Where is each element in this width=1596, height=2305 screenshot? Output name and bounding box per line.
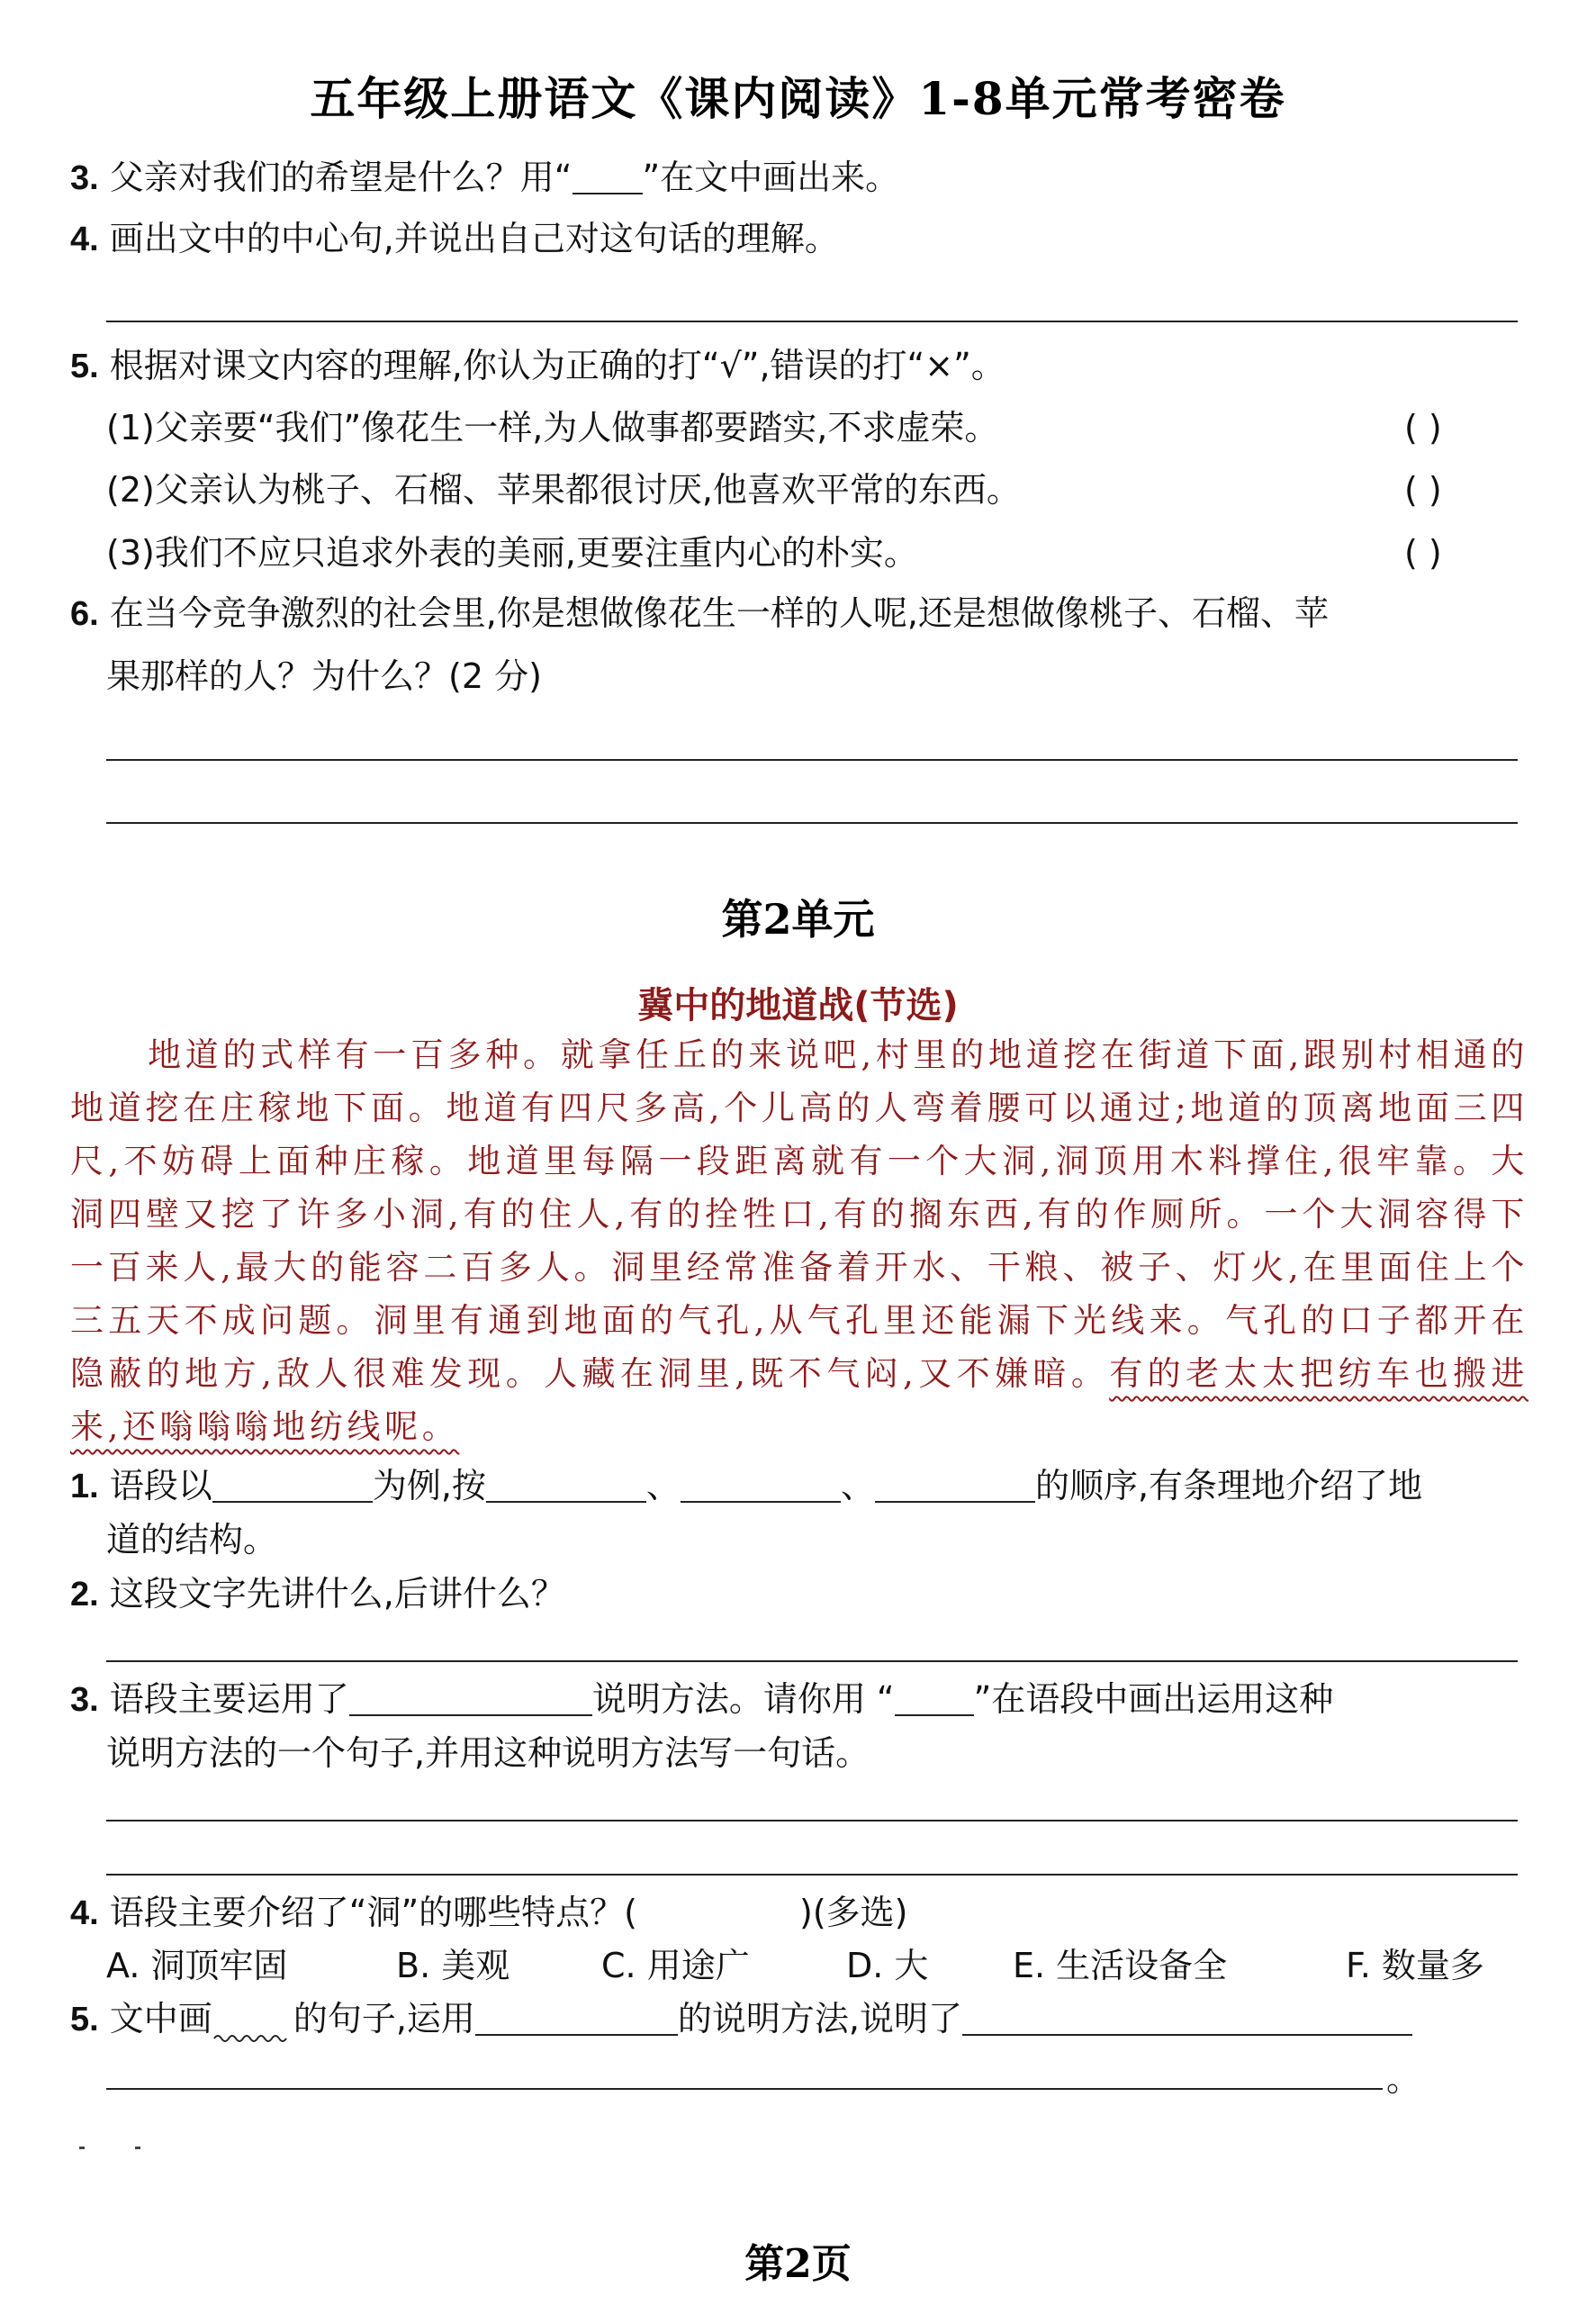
unit-heading: 第2单元 <box>721 895 875 944</box>
question-number: 3. <box>70 1681 99 1719</box>
question-5 <box>70 343 1005 389</box>
fill-blank[interactable] <box>681 1469 841 1503</box>
question-text: 说明方法。请你用 “ <box>591 1679 895 1719</box>
fill-blank[interactable] <box>486 1469 646 1503</box>
question-4 <box>70 216 839 262</box>
answer-line[interactable] <box>106 2088 1383 2090</box>
page-number: 第2页 <box>744 2241 852 2287</box>
page-title: 五年级上册语文《课内阅读》1-8单元常考密卷 <box>310 72 1286 125</box>
separator: 、 <box>645 1466 681 1505</box>
underline-sample <box>895 1682 974 1716</box>
option-b[interactable]: B. 美观 <box>396 1946 510 1985</box>
question-text: 父亲对我们的希望是什么？用“ <box>109 158 573 197</box>
question-6-line-2: 果那样的人？为什么？(2 分) <box>106 656 542 696</box>
question-text: 画出文中的中心句,并说出自己对这句话的理解。 <box>109 219 839 258</box>
reading-passage <box>70 1028 1528 1453</box>
option-e[interactable]: E. 生活设备全 <box>1013 1946 1228 1985</box>
question-number: 1. <box>70 1468 99 1505</box>
judgement-item-3: (3)我们不应只追求外表的美丽,更要注重内心的朴实。 <box>106 533 918 573</box>
question-text: 这段文字先讲什么,后讲什么？ <box>109 1574 565 1614</box>
unit2-question-4 <box>70 1890 907 1936</box>
question-number: 6. <box>70 595 99 633</box>
question-text: 为例,按 <box>372 1466 486 1505</box>
question-text: 语段以 <box>109 1466 212 1505</box>
question-text: 在当今竞争激烈的社会里,你是想做像花生一样的人呢,还是想做像桃子、石榴、苹 <box>109 593 1329 633</box>
end-period: 。 <box>1386 2059 1421 2099</box>
unit2-question-5 <box>70 1996 1412 2042</box>
passage-wavy-sentence: 有的老太太把纺车也搬进来,还嗡嗡嗡地纺线呢。 <box>70 1354 1528 1446</box>
fill-blank[interactable] <box>349 1682 592 1716</box>
question-text: ”在语段中画出运用这种 <box>973 1679 1334 1719</box>
unit2-question-1-line-2: 道的结构。 <box>106 1520 278 1559</box>
question-text: 文中画 <box>109 1999 212 2038</box>
question-number: 4. <box>70 1894 99 1932</box>
fill-blank[interactable] <box>475 2002 678 2036</box>
fill-blank[interactable] <box>962 2002 1412 2036</box>
question-number: 2. <box>70 1576 99 1614</box>
unit2-question-2 <box>70 1571 565 1617</box>
fill-blank[interactable] <box>212 1469 373 1503</box>
unit2-question-3-line-2: 说明方法的一个句子,并用这种说明方法写一句话。 <box>106 1733 870 1773</box>
answer-line[interactable] <box>106 822 1518 824</box>
unit2-question-3 <box>70 1677 1333 1722</box>
question-3 <box>70 155 899 201</box>
question-text: 语段主要运用了 <box>109 1679 349 1719</box>
question-number: 3. <box>70 159 99 197</box>
passage-body: 地道的式样有一百多种。就拿任丘的来说吧,村里的地道挖在街道下面,跟别村相通的地道挖在庄稼地下面。地道有四尺多高,个儿高的人弯着腰可以通过;地道的顶离地面三四尺,不妨碍上面种庄稼。地道里每隔一段距离就有一个大洞,洞顶用木料撑住,很牢靠。大洞四壁又挖了许多小洞,有的住人,有的拴牲口,有的搁东西,有的作厕所。一个大洞容得下一百来人,最大的能容二百多人。洞里经常准备着开水、干粮、被子、灯火,在里面住上个三五天不成问题。洞里有通到地面的气孔,从气孔里还能漏下光线来。气孔的口子都开在隐蔽的地方,敌人很难发现。人藏在洞里,既不气闷,又不嫌暗。 <box>70 1035 1528 1393</box>
question-text: )(多选) <box>799 1893 908 1932</box>
question-number: 4. <box>70 221 99 258</box>
unit2-question-1 <box>70 1463 1422 1509</box>
question-text: 的说明方法,说明了 <box>677 1999 962 2038</box>
question-text: 的句子,运用 <box>293 1999 475 2038</box>
answer-paren-2[interactable]: ( ) <box>1404 470 1442 510</box>
underline-sample <box>573 160 643 194</box>
question-number: 5. <box>70 348 99 385</box>
question-6 <box>70 591 1329 637</box>
answer-line[interactable] <box>106 1820 1518 1821</box>
scan-mark <box>79 2147 85 2149</box>
scan-mark <box>135 2147 140 2149</box>
question-text: ”在文中画出来。 <box>642 158 900 197</box>
question-number: 5. <box>70 2001 99 2038</box>
question-text: 根据对课文内容的理解,你认为正确的打“√”,错误的打“×”。 <box>109 346 1005 385</box>
passage-title: 冀中的地道战(节选) <box>637 985 959 1026</box>
option-f[interactable]: F. 数量多 <box>1346 1946 1484 1985</box>
fill-blank[interactable] <box>875 1469 1035 1503</box>
answer-paren-3[interactable]: ( ) <box>1404 533 1442 573</box>
option-c[interactable]: C. 用途广 <box>601 1946 750 1985</box>
question-text: 语段主要介绍了“洞”的哪些特点？( <box>109 1893 637 1932</box>
separator: 、 <box>840 1466 875 1505</box>
answer-paren-1[interactable]: ( ) <box>1404 408 1442 447</box>
answer-line[interactable] <box>106 759 1518 761</box>
wavy-underline-sample <box>212 2003 293 2036</box>
option-a[interactable]: A. 洞顶牢固 <box>106 1946 288 1985</box>
judgement-item-1: (1)父亲要“我们”像花生一样,为人做事都要踏实,不求虚荣。 <box>106 408 999 447</box>
answer-line[interactable] <box>106 321 1518 322</box>
option-d[interactable]: D. 大 <box>846 1946 929 1985</box>
answer-line[interactable] <box>106 1660 1518 1662</box>
judgement-item-2: (2)父亲认为桃子、石榴、苹果都很讨厌,他喜欢平常的东西。 <box>106 470 1021 510</box>
answer-line[interactable] <box>106 1874 1518 1876</box>
question-text: 的顺序,有条理地介绍了地 <box>1034 1466 1423 1505</box>
